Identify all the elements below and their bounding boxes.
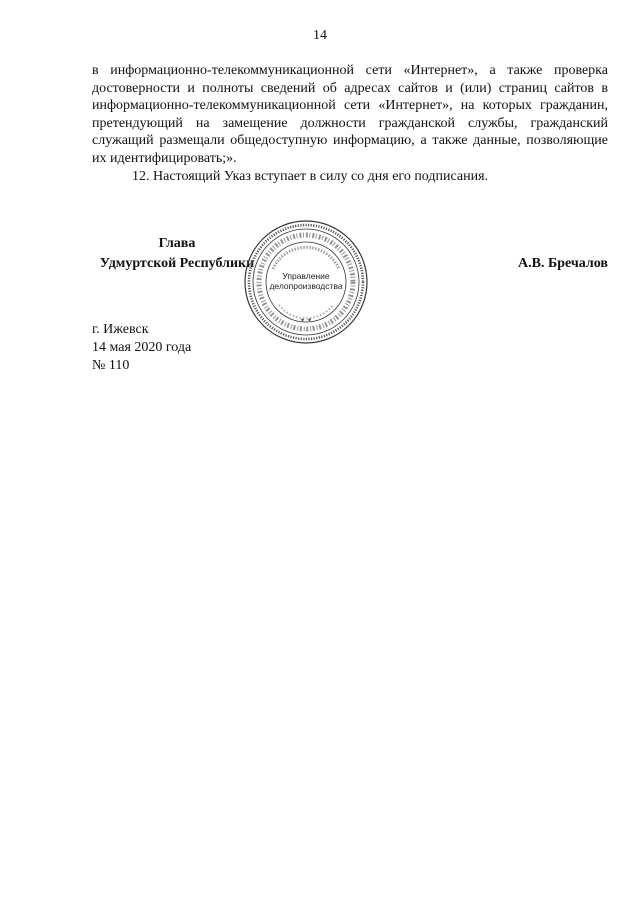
seal-text-line1: Управление bbox=[282, 271, 330, 281]
paragraph-12: 12. Настоящий Указ вступает в силу со дня его подписания. bbox=[132, 168, 489, 184]
document-number: № 110 bbox=[92, 358, 130, 373]
place-and-date bbox=[92, 321, 191, 375]
seal-star-mark: ✦ ✦ bbox=[300, 317, 312, 324]
signatory-title-line2: Удмуртской Республики bbox=[99, 256, 255, 271]
city: г. Ижевск bbox=[92, 322, 149, 337]
paragraph-continuation: в информационно-телекоммуникационной сети «Интернет», а также проверка достоверности и полноты сведений об адресах сайтов и (или) страниц сайтов в информационно-телекоммуникационной сети «Интернет», на которых гражданин, претендующий на замещение должности гражданской службы, гражданский служащий размещали общедоступную информацию, а также данные, позволяющие их идентифицировать;». bbox=[92, 63, 608, 166]
page-number: 14 bbox=[313, 28, 327, 43]
seal-text-line2: делопроизводства bbox=[269, 281, 343, 291]
signatory-name: А.В. Бречалов bbox=[518, 256, 608, 271]
official-seal bbox=[243, 219, 369, 345]
document-body bbox=[92, 62, 608, 185]
seal-inner-arc bbox=[273, 247, 339, 269]
document-date: 14 мая 2020 года bbox=[92, 340, 192, 355]
signatory-title bbox=[92, 234, 262, 274]
signatory-title-line1: Глава bbox=[158, 236, 196, 251]
